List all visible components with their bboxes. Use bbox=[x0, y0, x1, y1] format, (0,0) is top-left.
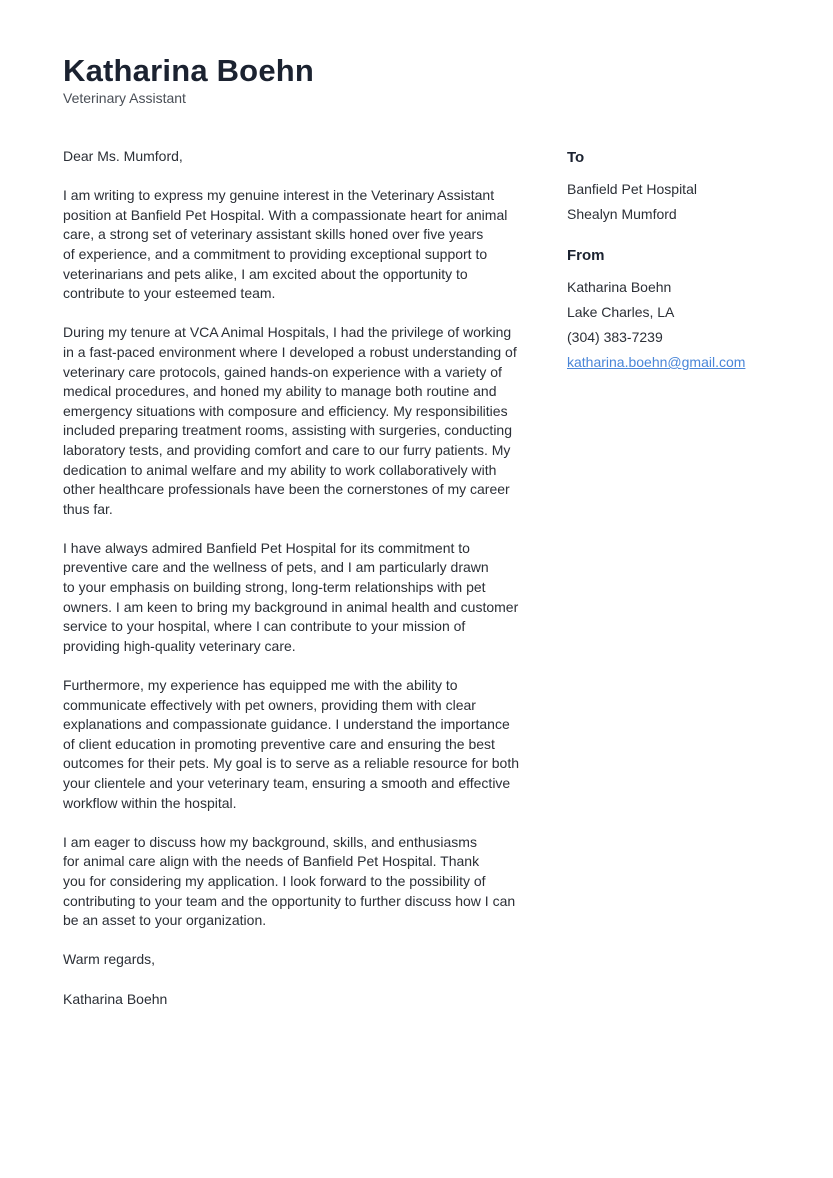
sender-name: Katharina Boehn bbox=[567, 279, 672, 295]
paragraph-3 bbox=[63, 539, 533, 657]
recipient-company: Banfield Pet Hospital bbox=[567, 181, 697, 197]
sender-location: Lake Charles, LA bbox=[567, 304, 675, 320]
paragraph-line: to your emphasis on building strong, long-term relationships with pet bbox=[63, 579, 486, 596]
sender-section bbox=[567, 246, 807, 375]
paragraph-line: other healthcare professionals have been the cornerstones of my career bbox=[63, 481, 510, 498]
paragraph-line: I have always admired Banfield Pet Hospital for its commitment to bbox=[63, 539, 470, 556]
paragraph-line: dedication to animal welfare and my ability to work collaboratively with bbox=[63, 461, 497, 478]
paragraph-line: your clientele and your veterinary team, ensuring a smooth and effective bbox=[63, 775, 511, 791]
paragraph-2 bbox=[63, 323, 533, 519]
paragraph-line: position at Banfield Pet Hospital. With a compassionate heart for animal bbox=[63, 206, 508, 223]
sender-heading: From bbox=[567, 247, 605, 264]
recipient-name: Shealyn Mumford bbox=[567, 206, 677, 222]
sender-phone: (304) 383-7239 bbox=[567, 329, 663, 345]
paragraph-1 bbox=[63, 186, 533, 304]
paragraph-line: veterinarians and pets alike, I am excited about the opportunity to bbox=[63, 265, 468, 282]
paragraph-line: be an asset to your organization. bbox=[63, 912, 267, 929]
paragraph-line: contribute to your esteemed team. bbox=[63, 285, 276, 302]
sender-email-link[interactable]: katharina.boehn@gmail.com bbox=[567, 354, 746, 370]
paragraph-line: During my tenure at VCA Animal Hospitals, I had the privilege of working bbox=[63, 324, 512, 341]
signature-text: Katharina Boehn bbox=[63, 990, 168, 1007]
paragraph-line: Furthermore, my experience has equipped me with the ability to bbox=[63, 677, 458, 694]
paragraph-line: outcomes for their pets. My goal is to serve as a reliable resource for both bbox=[63, 755, 519, 772]
applicant-name: Katharina Boehn bbox=[63, 53, 315, 88]
paragraph-line: included preparing treatment rooms, assisting with surgeries, conducting bbox=[63, 422, 513, 439]
contact-sidebar bbox=[567, 148, 807, 394]
recipient-heading: To bbox=[567, 149, 585, 166]
paragraph-line: communicate effectively with pet owners, providing them with clear bbox=[63, 696, 476, 713]
paragraph-line: preventive care and the wellness of pets, and I am particularly drawn bbox=[63, 559, 489, 576]
paragraph-line: thus far. bbox=[63, 500, 113, 517]
paragraph-line: owners. I am keen to bring my background in animal health and customer bbox=[63, 598, 519, 615]
paragraph-line: veterinary care protocols, gained hands-on experience with a variety of bbox=[63, 363, 502, 380]
paragraph-line: in a fast-paced environment where I developed a robust understanding of bbox=[63, 343, 517, 360]
paragraph-line: providing high-quality veterinary care. bbox=[63, 637, 296, 654]
signature bbox=[63, 990, 533, 1010]
paragraph-line: of client education in promoting preventive care and ensuring the best bbox=[63, 735, 495, 752]
paragraph-line: of experience, and a commitment to providing exceptional support to bbox=[63, 245, 488, 262]
paragraph-line: I am eager to discuss how my background, skills, and enthusiasms bbox=[63, 833, 477, 850]
paragraph-line: emergency situations with composure and efficiency. My responsibilities bbox=[63, 402, 508, 419]
paragraph-line: for animal care align with the needs of Banfield Pet Hospital. Thank bbox=[63, 853, 480, 870]
paragraph-line: care, a strong set of veterinary assistant skills honed over five years bbox=[63, 226, 484, 243]
closing bbox=[63, 950, 533, 970]
letter-header bbox=[63, 52, 314, 107]
paragraph-4 bbox=[63, 676, 533, 813]
paragraph-line: medical procedures, and honed my ability to manage both routine and bbox=[63, 383, 497, 400]
paragraph-line: service to your hospital, where I can contribute to your mission of bbox=[63, 618, 466, 635]
paragraph-line: explanations and compassionate guidance. I understand the importance bbox=[63, 716, 510, 733]
salutation-text: Dear Ms. Mumford, bbox=[63, 148, 183, 164]
closing-text: Warm regards, bbox=[63, 951, 156, 968]
paragraph-line: contributing to your team and the opportunity to further discuss how I can bbox=[63, 892, 516, 909]
salutation bbox=[63, 147, 533, 167]
recipient-section bbox=[567, 148, 807, 227]
paragraph-line: you for considering my application. I look forward to the possibility of bbox=[63, 872, 486, 889]
applicant-job-title: Veterinary Assistant bbox=[63, 90, 186, 106]
paragraph-5 bbox=[63, 833, 533, 931]
paragraph-line: I am writing to express my genuine interest in the Veterinary Assistant bbox=[63, 187, 495, 204]
paragraph-line: workflow within the hospital. bbox=[63, 794, 237, 811]
paragraph-line: laboratory tests, and providing comfort and care to our furry patients. My bbox=[63, 441, 511, 458]
sender-email-wrapper bbox=[567, 350, 807, 375]
letter-body bbox=[63, 147, 533, 1029]
